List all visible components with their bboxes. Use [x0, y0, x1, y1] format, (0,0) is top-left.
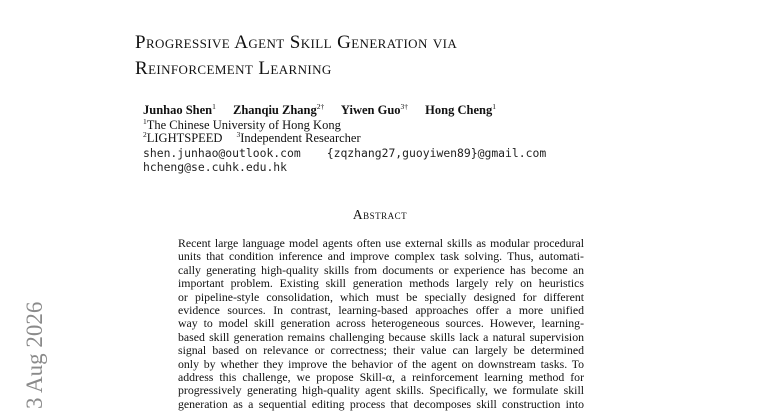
affil-mark: 1 — [143, 117, 147, 126]
email[interactable]: hcheng@se.cuhk.edu.hk — [143, 160, 288, 174]
affil-mark: 2 — [143, 130, 147, 139]
abstract-line: address this challenge, we propose Skill-α, a reinforcement learning method for — [178, 369, 584, 384]
author — [425, 103, 496, 117]
affiliation-line-2 — [143, 131, 361, 146]
paper-title — [135, 30, 695, 82]
email[interactable]: {zqzhang27,guoyiwen89}@gmail.com — [326, 146, 547, 160]
abstract-line: Recent large language model agents often use external skills as modular procedural — [178, 236, 584, 250]
author — [233, 103, 324, 117]
abstract-heading: Abstract — [352, 207, 408, 222]
abstract-line: way to model skill generation across heterogeneous sources. However, learning- — [178, 316, 584, 331]
abstract-line: evidence sources. In contrast, learning-based approaches offer a more unified — [178, 302, 584, 317]
abstract-line: progressively generating high-quality agent skills. Specifically, we formulate skill — [178, 383, 584, 398]
abstract-line: generation as a sequential editing process that decomposes skill construction into — [178, 396, 584, 411]
author-affil-mark: 2† — [316, 102, 325, 111]
email-line-1 — [143, 146, 546, 160]
email-line-2 — [143, 160, 287, 174]
author-list — [143, 103, 510, 118]
author-affil-mark: 1 — [492, 102, 496, 111]
author-name: Yiwen Guo — [340, 103, 401, 117]
title-line-2: Reinforcement Learning — [135, 58, 332, 79]
author-name: Hong Cheng — [425, 103, 493, 117]
abstract-line: or pipeline-style consolidation, which must be specially designed for different — [178, 289, 584, 304]
abstract-line: signal based on relevance or correctness; their value can largely be determined — [178, 343, 584, 358]
abstract-line: units that condition inference and improve complex task solving. Thus, automati- — [178, 249, 584, 264]
author-name: Junhao Shen — [143, 103, 213, 117]
author-name: Zhanqiu Zhang — [233, 103, 317, 117]
abstract-line: based skill generation remains challenging because skills lack a natural supervision — [178, 329, 584, 344]
author-affil-mark: 3† — [400, 102, 409, 111]
abstract-line: only by whether they improve the behavior of the agent on downstream tasks. To — [178, 356, 584, 371]
affiliation-name: Independent Researcher — [240, 131, 361, 145]
abstract-line: cally generating high-quality skills from documents or experience has become an — [178, 262, 584, 277]
affiliation-name: LIGHTSPEED — [146, 131, 223, 145]
title-line-1: Progressive Agent Skill Generation via — [135, 32, 458, 53]
abstract-body — [178, 237, 584, 411]
affiliation-name: The Chinese University of Hong Kong — [146, 118, 341, 132]
email[interactable]: shen.junhao@outlook.com — [143, 146, 301, 160]
author — [341, 103, 408, 117]
author — [143, 103, 216, 117]
affil-mark: 3 — [236, 130, 241, 139]
side-date-stamp: 3 Aug 2026 — [22, 301, 47, 409]
author-affil-mark: 1 — [212, 102, 216, 111]
abstract-line: important problem. Existing skill generation methods largely rely on heuristics — [178, 276, 584, 291]
